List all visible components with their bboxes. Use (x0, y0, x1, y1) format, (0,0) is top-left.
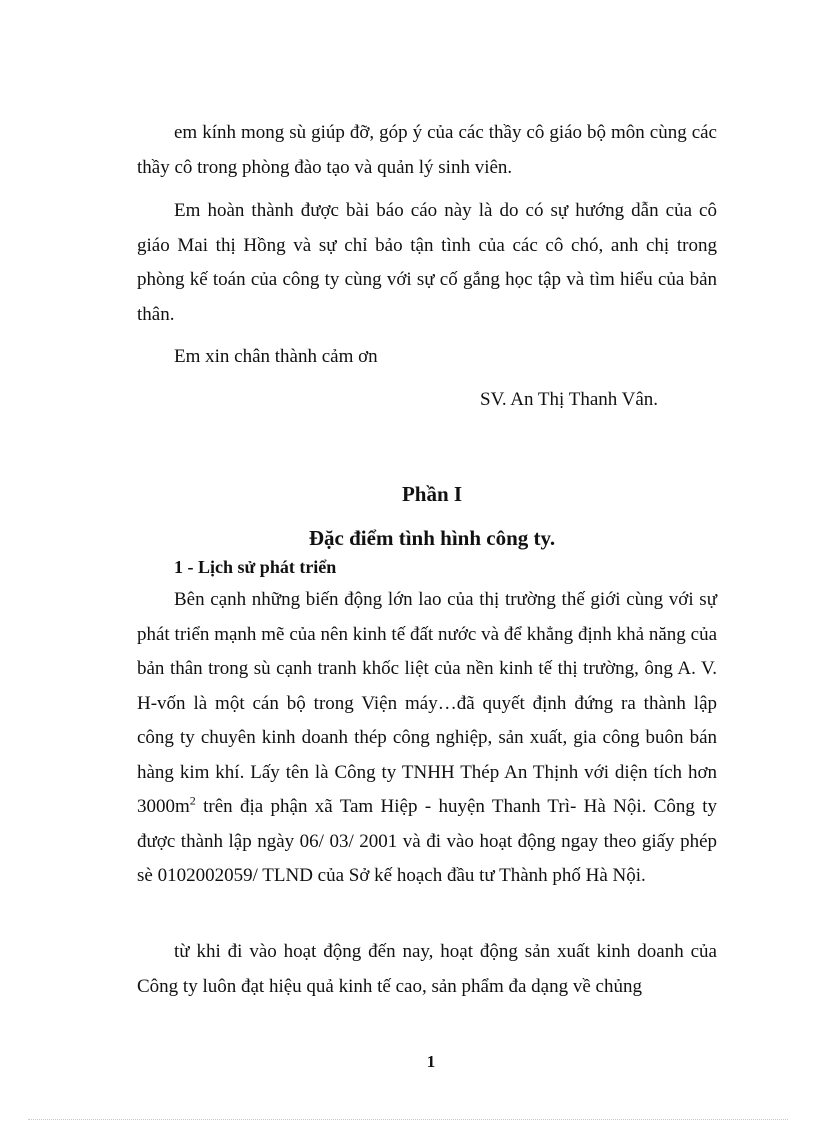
history-text-part-2: trên địa phận xã Tam Hiệp - huyện Thanh Trì- Hà Nội. Công ty được thành lập ngày 06/ 03/ 2001 và đi vào hoạt động ngay theo giấy phép sè 0102002059/ TLND của Sở kế hoạch đầu tư Thành phố Hà Nội. (137, 796, 717, 886)
paragraph-acknowledgement-2: Em hoàn thành được bài báo cáo này là do có sự hướng dẫn của cô giáo Mai thị Hồng và sự chỉ bảo tận tình của các cô chó, anh chị trong phòng kế toán của công ty cùng với sự cố gắng học tập và tìm hiểu của bản thân. (137, 200, 717, 325)
paragraph-operations: từ khi đi vào hoạt động đến nay, hoạt động sản xuất kinh doanh của Công ty luôn đạt hiệu quả kinh tế cao, sản phẩm đa dạng về chủng (137, 941, 717, 997)
paragraph-history (137, 583, 717, 894)
history-text-part-1: Bên cạnh những biến động lớn lao của thị trường thế giới cùng với sự phát triển mạnh mẽ của nên kinh tế đất nước và để khẳng định khả năng của bản thân trong sù cạnh tranh khốc liệt của nền kinh tế thị trường, ông A. V. H-vốn là một cán bộ trong Viện máy…đã quyết định đứng ra thành lập công ty chuyên kinh doanh thép công nghiệp, sản xuất, gia công buôn bán hàng kim khí. Lấy tên là Công ty TNHH Thép An Thịnh với diện tích hơn 3000m (137, 589, 717, 817)
signature-line: SV. An Thị Thanh Vân. (480, 389, 659, 410)
area-superscript: 2 (189, 793, 196, 808)
part-title: Phần I (401, 482, 463, 506)
page-bottom-divider (28, 1119, 788, 1120)
page-number: 1 (426, 1052, 436, 1071)
thanks-line: Em xin chân thành cảm ơn (174, 346, 378, 367)
subsection-heading: 1 - Lịch sử phát triển (174, 557, 337, 577)
paragraph-acknowledgement-1: em kính mong sù giúp đỡ, góp ý của các thầy cô giáo bộ môn cùng các thầy cô trong phòng đào tạo và quản lý sinh viên. (137, 122, 717, 178)
section-heading: Đặc điểm tình hình công ty. (308, 526, 556, 550)
